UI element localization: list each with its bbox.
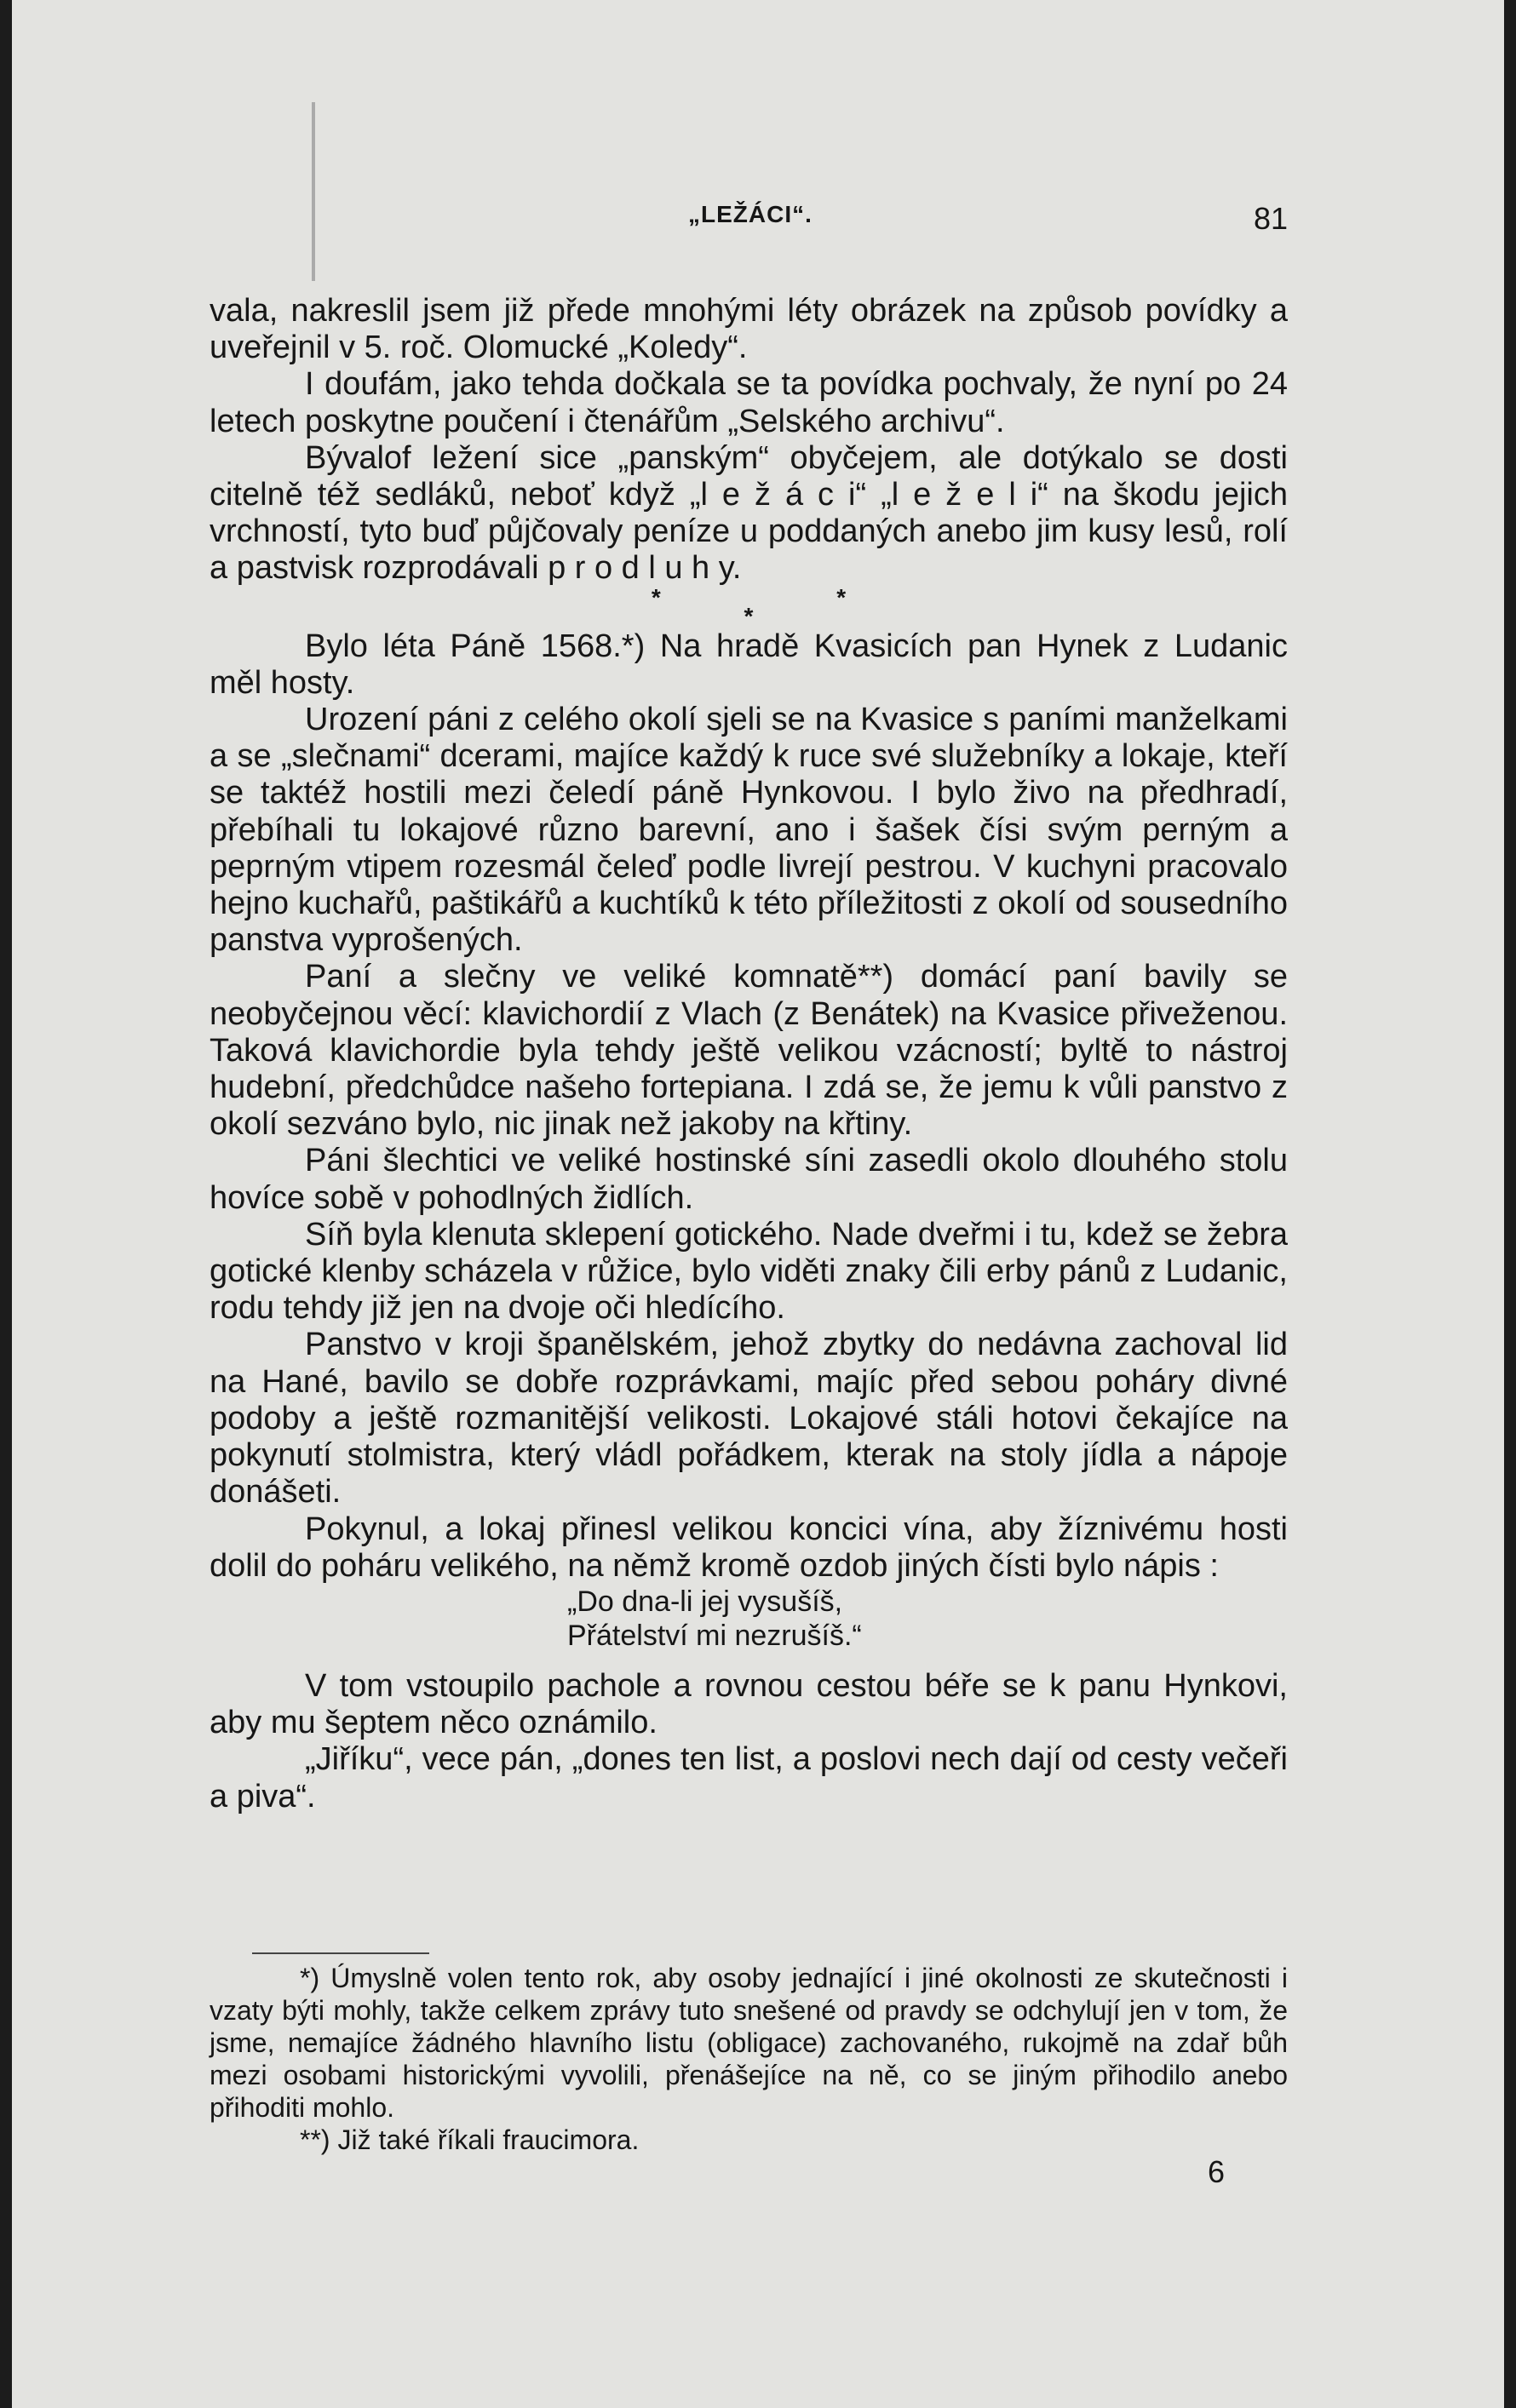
paragraph-2: I doufám, jako tehda dočkala se ta povídka pochvaly, že nyní po 24 letech poskytne poučení i čtenářům „Selského archivu“. [210, 366, 1288, 439]
footnotes [210, 1962, 1288, 2156]
paragraph-8: Síň byla klenuta sklepení gotického. Nade dveřmi i tu, kdež se žebra gotické klenby scházela v růžice, bylo viděti znaky čili erby pánů z Ludanic, rodu tehdy již jen na dvoje oči hledícího. [210, 1216, 1288, 1327]
paragraph-9: Panstvo v kroji španělském, jehož zbytky do nedávna zachoval lid na Hané, bavilo se dobře rozprávkami, majíc před sebou poháry divné podoby a ještě rozmanitější velikosti. Lokajové stáli hotovi čekajíce na pokynutí stolmistra, který vládl pořádkem, kterak na stoly jídla a nápoje donášeti. [210, 1327, 1288, 1511]
star-center: * [744, 602, 754, 629]
star-left: * [651, 583, 661, 611]
paragraph-7: Páni šlechtici ve veliké hostinské síni zasedli okolo dlouhého stolu hovíce sobě v pohodlných židlích. [210, 1143, 1288, 1216]
paragraph-12: „Jiříku“, vece pán, „dones ten list, a poslovi nech dají od cesty večeři a piva“. [210, 1741, 1288, 1815]
paragraph-10: Pokynul, a lokaj přinesl velikou koncici vína, aby žíznivému hosti dolil do poháru velikého, na němž kromě ozdob jiných čísti bylo nápis : [210, 1511, 1288, 1584]
footnote-rule [252, 1952, 429, 1954]
running-title: „LEŽÁCI“. [688, 201, 813, 227]
footnote-2: **) Již také říkali fraucimora. [300, 2124, 640, 2155]
footnote-1: *) Úmyslně volen tento rok, aby osoby jednající i jiné okolnosti ze skutečnosti i vzaty býti mohly, takže celkem zprávy tuto snešené od pravdy se odchylují jen v tom, že jsme, nemajíce žádného hlavního listu (obligace) zachovaného, rukojmě na zdař bůh mezi osobami historickými vyvolili, přenášejíce na ně, co se jiným přihodilo anebo přihoditi mohlo. [210, 1963, 1288, 2123]
verse-line-2: Přátelství mi nezrušíš.“ [567, 1619, 862, 1652]
right-scan-edge [1504, 0, 1516, 2408]
page-number: 81 [1254, 201, 1289, 236]
star-right: * [836, 583, 847, 611]
body-text [210, 293, 1288, 1815]
section-break [210, 583, 1288, 629]
paragraph-5: Urození páni z celého okolí sjeli se na Kvasice s paními manželkami a se „slečnami“ dcerami, majíce každý k ruce své služebníky a lokaje, kteří se taktéž hostili mezi čeledí páně Hynkovou. I bylo živo na předhradí, přebíhali tu lokajové různo barevní, ano i šašek čísi svým perným a peprným vtipem rozesmál čeleď podle livrejí pestrou. V kuchyni pracovalo hejno kuchařů, paštikářů a kuchtíků k této příležitosti z okolí od sousedního panstva vyprošených. [210, 702, 1288, 959]
inscription-verse [210, 1585, 1288, 1653]
paragraph-1: vala, nakreslil jsem již přede mnohými léty obrázek na způsob povídky a uveřejnil v 5. roč. Olomucké „Koledy“. [210, 293, 1288, 366]
signature-mark: 6 [1208, 2154, 1226, 2189]
left-scan-edge [0, 0, 12, 2408]
paragraph-3: Bývalof ležení sice „panským“ obyčejem, ale dotýkalo se dosti citelně též sedláků, neboť když „l e ž á c i“ „l e ž e l i“ na škodu jejich vrchností, tyto buď půjčovaly peníze u poddaných anebo jim kusy lesů, rolí a pastvisk rozprodávali p r o d l u h y. [210, 439, 1288, 587]
verse-line-1: „Do dna-li jej vysušíš, [567, 1585, 843, 1618]
paragraph-4: Bylo léta Páně 1568.*) Na hradě Kvasicích pan Hynek z Ludanic měl hosty. [210, 628, 1288, 701]
paragraph-6: Paní a slečny ve veliké komnatě**) domácí paní bavily se neobyčejnou věcí: klavichordií z Vlach (z Benátek) na Kvasice přiveženou. Taková klavichordie byla tehdy ještě velikou vzácností; byltě to nástroj hudební, předchůdce našeho fortepiana. I zdá se, že jemu k vůli panstvo z okolí sezváno bylo, nic jinak než jakoby na křtiny. [210, 959, 1288, 1143]
margin-mark [312, 102, 315, 281]
paragraph-11: V tom vstoupilo pachole a rovnou cestou béře se k panu Hynkovi, aby mu šeptem něco oznámilo. [210, 1667, 1288, 1741]
